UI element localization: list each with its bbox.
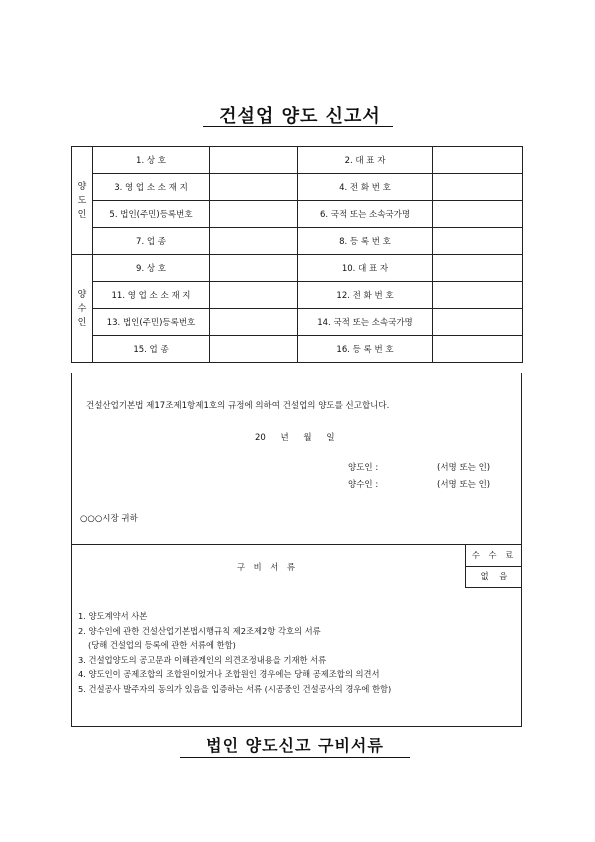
field-label: 3. 영 업 소 소 재 지 — [93, 174, 210, 201]
table-row — [72, 201, 523, 228]
list-item: (당해 건설업의 등록에 관한 서류에 한함) — [88, 640, 236, 650]
field-label: 5. 법인(주민)등록번호 — [93, 201, 210, 228]
required-documents-section — [71, 545, 522, 727]
addressee: ○○○시장 귀하 — [80, 514, 138, 524]
field-label: 12. 전 화 번 호 — [298, 282, 433, 309]
field-label: 7. 업 종 — [93, 228, 210, 255]
field-label: 9. 상 호 — [93, 255, 210, 282]
field-label: 10. 대 표 자 — [298, 255, 433, 282]
field-label: 1. 상 호 — [93, 147, 210, 174]
table-row — [72, 255, 523, 282]
footer-title: 법인 양도신고 구비서류 — [206, 736, 384, 755]
form-title: 건설업 양도 신고서 — [219, 106, 381, 127]
list-item: 3. 건설업양도의 공고문과 이해관계인의 의견조정내용을 기재한 서류 — [78, 654, 327, 665]
fee-value: 없 음 — [480, 571, 508, 581]
field-value-blank[interactable] — [433, 309, 523, 336]
table-row — [72, 336, 523, 363]
field-value-blank[interactable] — [433, 228, 523, 255]
field-value-blank[interactable] — [210, 255, 298, 282]
field-label: 16. 등 록 번 호 — [298, 336, 433, 363]
transferee-signature-label: 양수인 : — [348, 480, 379, 490]
field-value-blank[interactable] — [433, 336, 523, 363]
list-item: 1. 양도계약서 사본 — [78, 611, 148, 621]
field-value-blank[interactable] — [210, 228, 298, 255]
field-label: 2. 대 표 자 — [298, 147, 433, 174]
declaration-date: 20 년 월 일 — [255, 433, 335, 443]
field-label: 15. 업 종 — [93, 336, 210, 363]
table-row — [72, 228, 523, 255]
table-row — [72, 309, 523, 336]
documents-list — [78, 609, 391, 696]
field-value-blank[interactable] — [433, 201, 523, 228]
field-value-blank[interactable] — [433, 255, 523, 282]
transferor-signature-label: 양도인 : — [348, 463, 379, 473]
declaration-section — [71, 373, 522, 545]
fee-box — [465, 545, 522, 588]
title-underline — [203, 126, 393, 127]
list-item: 5. 건설공사 발주자의 동의가 있음을 입증하는 서류 (시공중인 건설공사의 경우에 한함) — [78, 683, 392, 694]
field-value-blank[interactable] — [210, 201, 298, 228]
field-label: 11. 영 업 소 소 재 지 — [93, 282, 210, 309]
field-label: 14. 국적 또는 소속국가명 — [298, 309, 433, 336]
declaration-statement: 건설산업기본법 제17조제1항제1호의 규정에 의하여 건설업의 양도를 신고합니다. — [86, 401, 390, 411]
field-value-blank[interactable] — [433, 147, 523, 174]
party-info-table — [71, 146, 523, 363]
field-value-blank[interactable] — [210, 282, 298, 309]
field-label: 13. 법인(주민)등록번호 — [93, 309, 210, 336]
fee-label: 수 수 료 — [466, 545, 522, 567]
transferor-side-label: 양 도 인 — [72, 147, 93, 255]
field-value-blank[interactable] — [210, 174, 298, 201]
field-label: 4. 전 화 번 호 — [298, 174, 433, 201]
transferee-side-label: 양 수 인 — [72, 255, 93, 363]
table-row — [72, 147, 523, 174]
transferee-signature-mark[interactable]: (서명 또는 인) — [437, 480, 491, 490]
footer-underline — [180, 757, 410, 758]
table-row — [72, 174, 523, 201]
field-value-blank[interactable] — [210, 309, 298, 336]
field-label: 6. 국적 또는 소속국가명 — [298, 201, 433, 228]
field-label: 8. 등 록 번 호 — [298, 228, 433, 255]
field-value-blank[interactable] — [433, 282, 523, 309]
field-value-blank[interactable] — [210, 336, 298, 363]
list-item: 4. 양도인이 공제조합의 조합원이었거나 조합원인 경우에는 당해 공제조합의 의견서 — [78, 669, 380, 679]
field-value-blank[interactable] — [210, 147, 298, 174]
table-row — [72, 282, 523, 309]
field-value-blank[interactable] — [433, 174, 523, 201]
list-item: 2. 양수인에 관한 건설산업기본법시행규칙 제2조제2항 각호의 서류 — [78, 625, 321, 636]
documents-title: 구 비 서 류 — [237, 562, 298, 572]
transferor-signature-mark[interactable]: (서명 또는 인) — [437, 463, 491, 473]
